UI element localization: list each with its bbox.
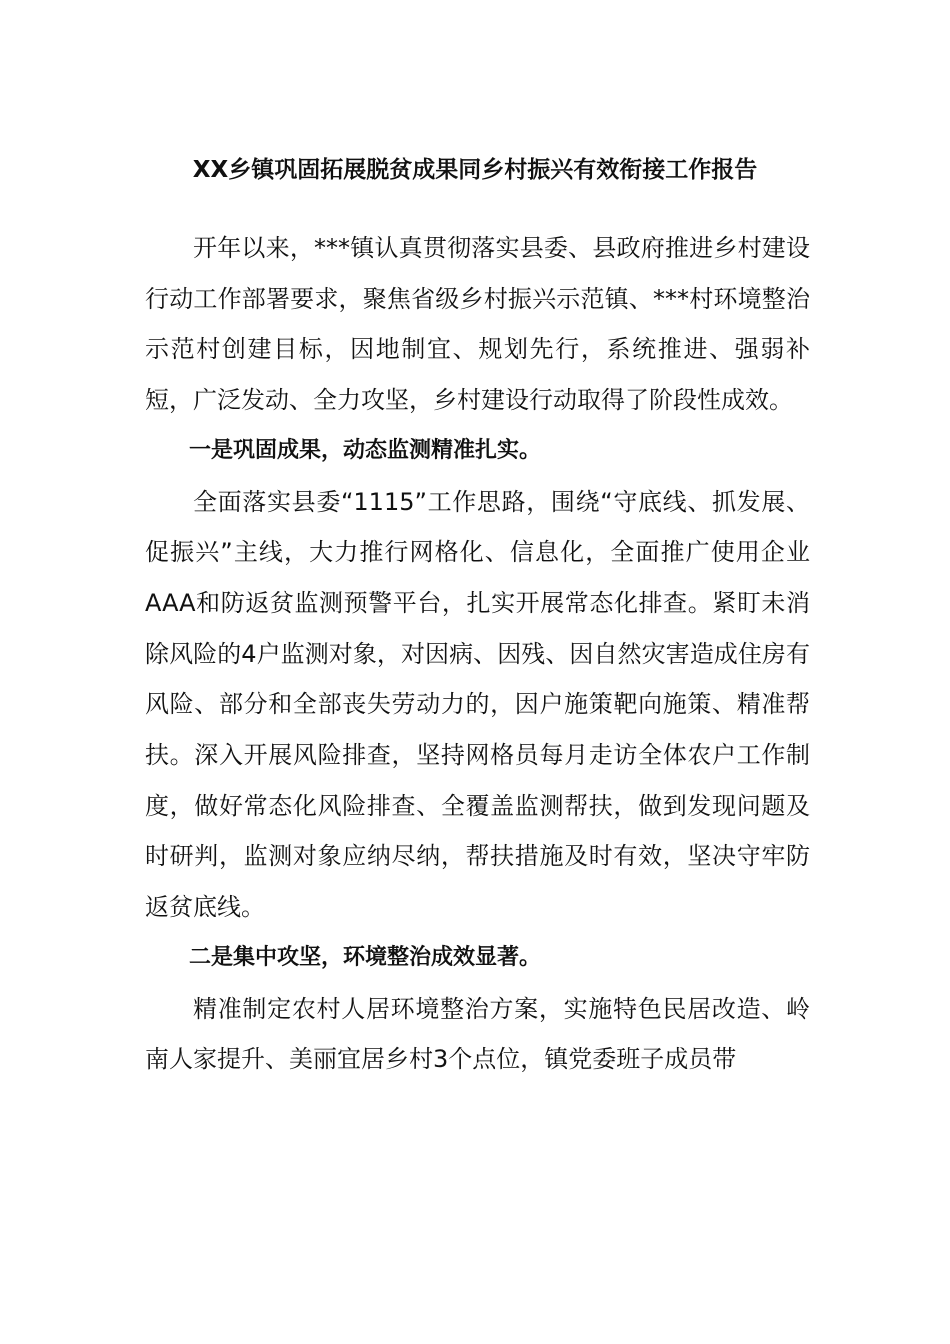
- section-heading-1: 一是巩固成果，动态监测精准扎实。: [189, 437, 542, 463]
- paragraph-section-2: 精准制定农村人居环境整治方案，实施特色民居改造、岭南人家提升、美丽宜居乡村3个点位，镇党委班子成员带: [145, 994, 810, 1074]
- document-title: XX乡镇巩固拓展脱贫成果同乡村振兴有效衔接工作报告: [192, 157, 758, 183]
- paragraph-section-1: 全面落实县委“1115”工作思路，围绕“守底线、抓发展、促振兴”主线，大力推行网格化、信息化，全面推广使用企业AAA和防返贫监测预警平台，扎实开展常态化排查。紧盯未消除风险的4户监测对象，对因病、因残、因自然灾害造成住房有风险、部分和全部丧失劳动力的，因户施策靶向施策、精准帮扶。深入开展风险排查，坚持网格员每月走访全体农户工作制度，做好常态化风险排查、全覆盖监测帮扶，做到发现问题及时研判，监测对象应纳尽纳，帮扶措施及时有效，坚决守牢防返贫底线。: [145, 487, 810, 922]
- paragraph-intro: 开年以来，***镇认真贯彻落实县委、县政府推进乡村建设行动工作部署要求，聚焦省级乡村振兴示范镇、***村环境整治示范村创建目标，因地制宜、规划先行，系统推进、强弱补短，广泛发动、全力攻坚，乡村建设行动取得了阶段性成效。: [145, 234, 810, 415]
- document-body: [145, 223, 810, 1085]
- section-heading-2: 二是集中攻坚，环境整治成效显著。: [189, 944, 542, 970]
